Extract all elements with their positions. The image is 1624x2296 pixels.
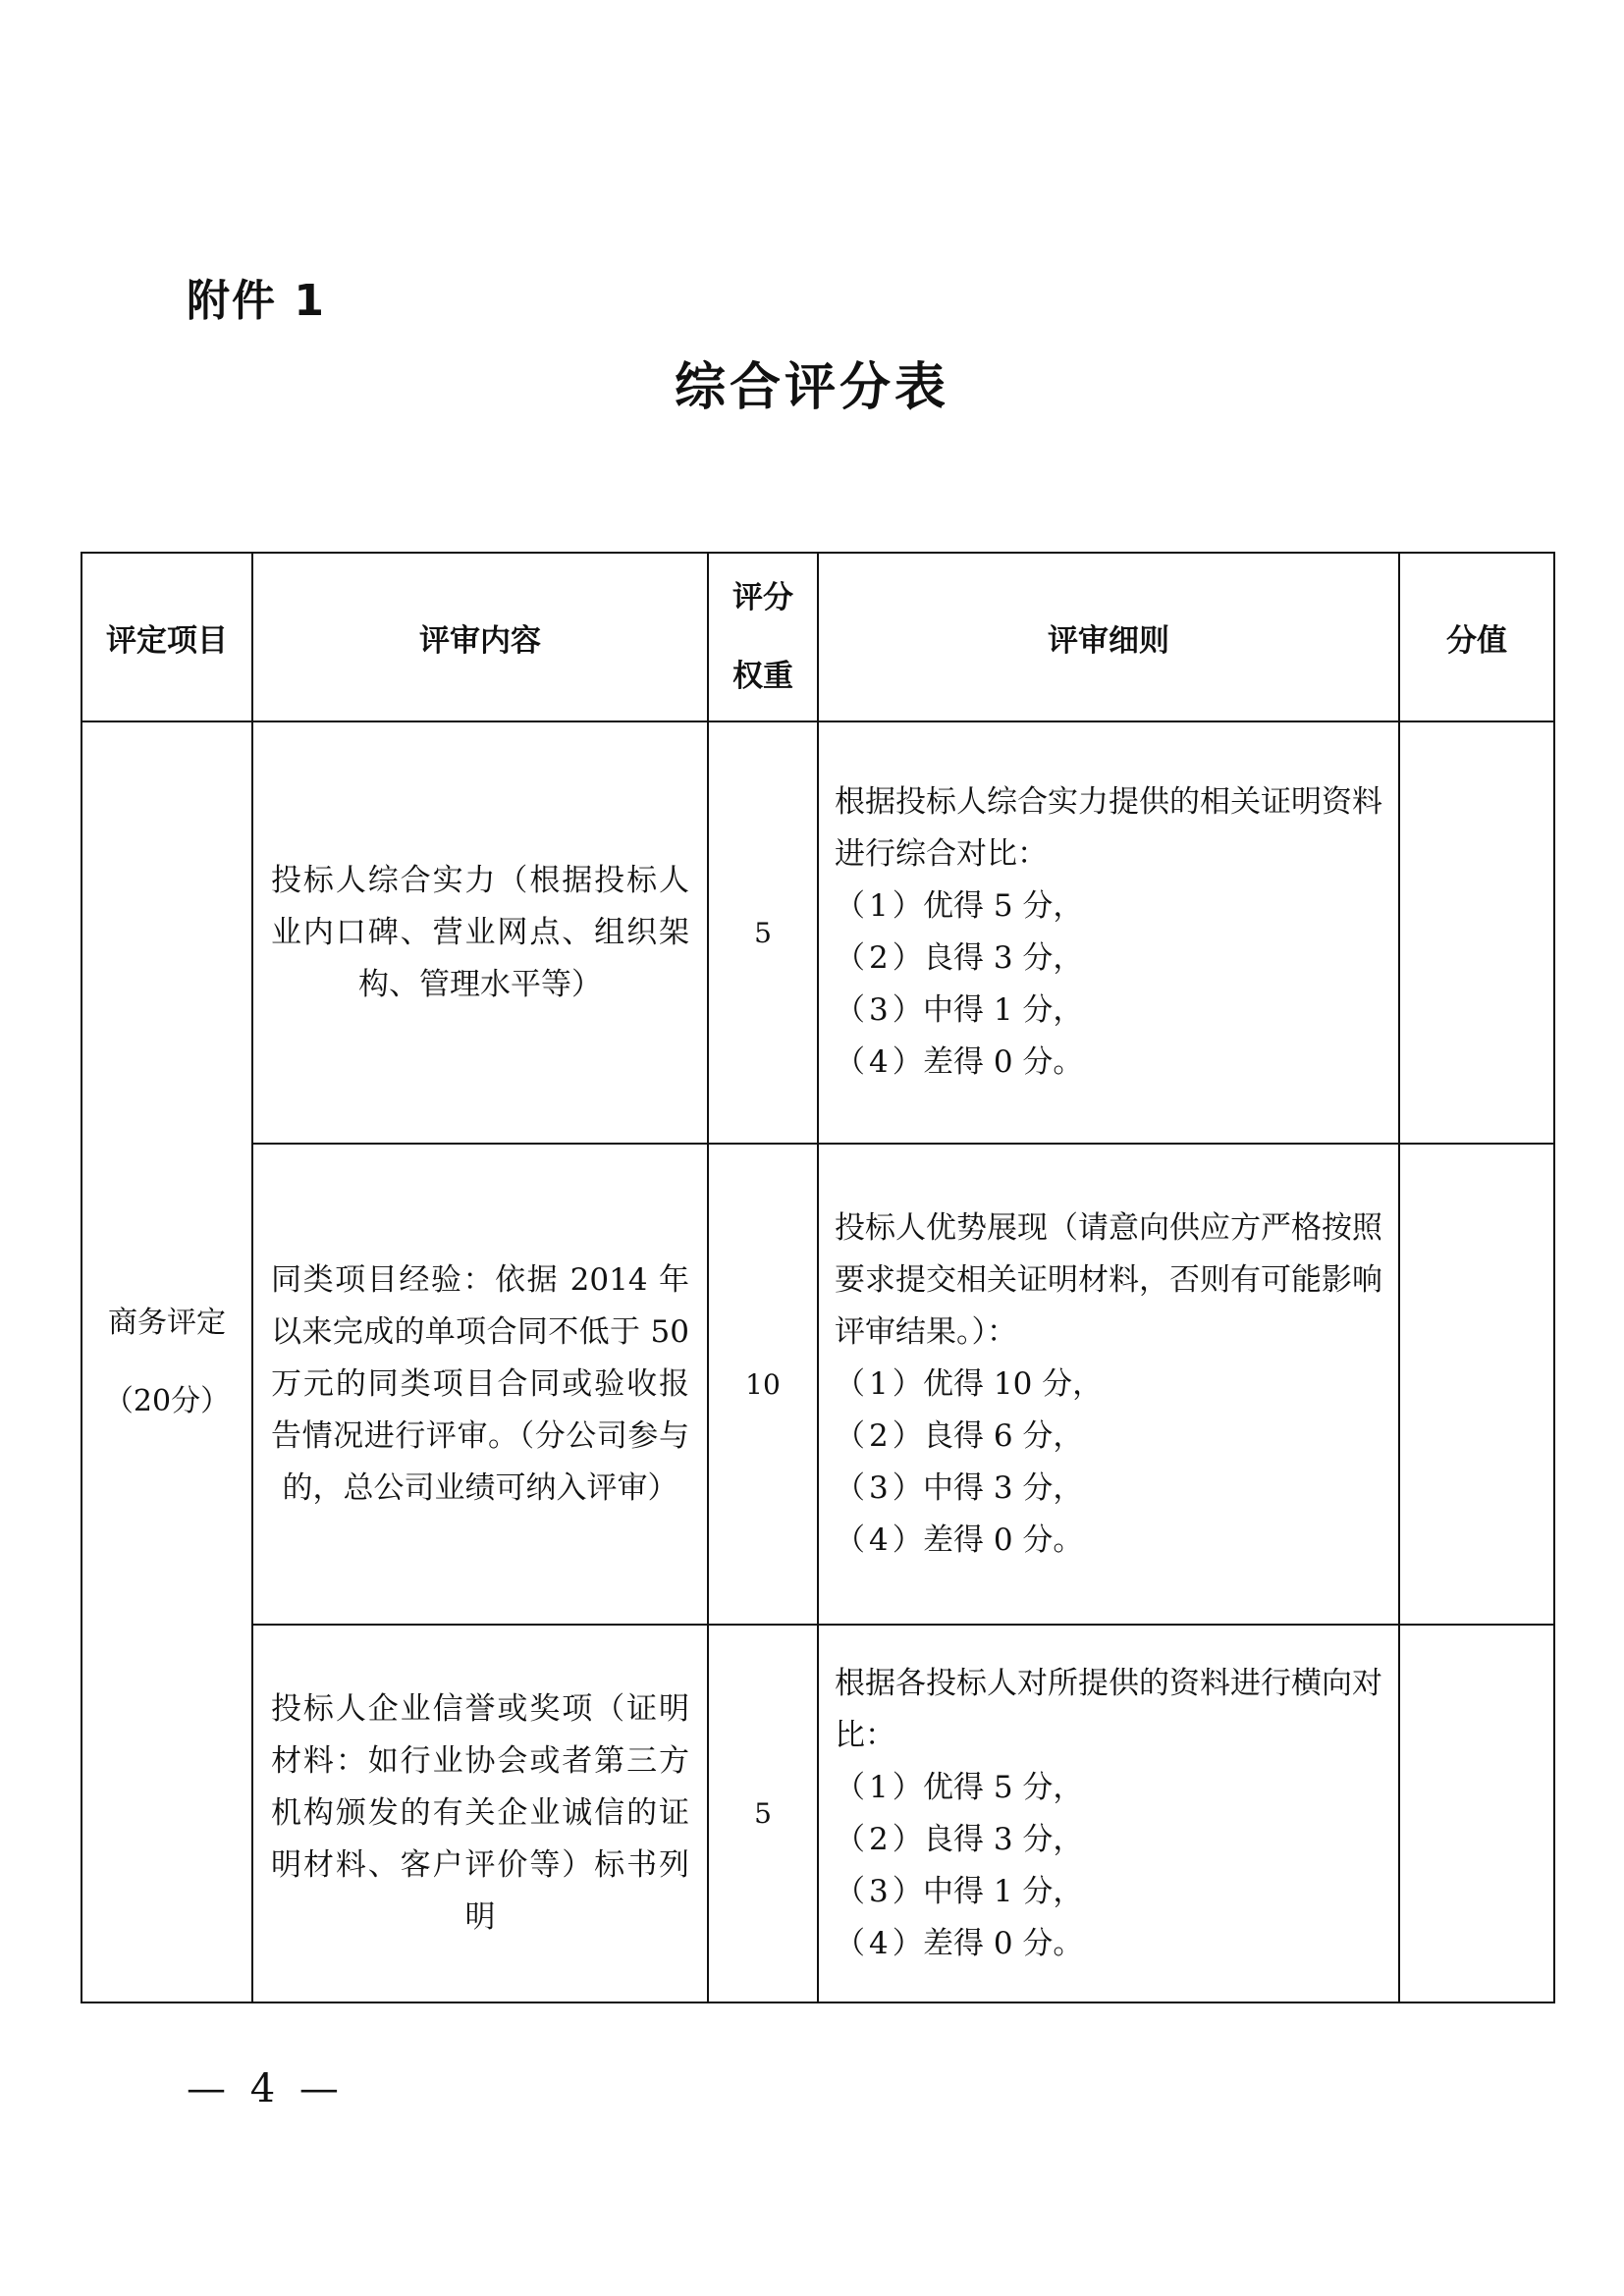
grade-item [835,1866,1382,1918]
score-cell [1399,1144,1554,1625]
header-weight [708,553,818,721]
grade-item [835,1411,1382,1463]
grade-text: 优得 5 分， [923,888,1084,924]
grade-num: （4） [835,1522,927,1558]
grade-num: （3） [835,1873,927,1909]
table-row [81,1144,1554,1625]
grade-text: 中得 1 分， [923,1873,1084,1909]
grade-num: （3） [835,992,927,1028]
rules-cell [818,1144,1399,1625]
page-title: 综合评分表 [674,357,949,417]
grade-num: （1） [835,888,927,924]
grade-item [835,1814,1382,1866]
grade-text: 中得 3 分， [923,1469,1084,1506]
table-header-row [81,553,1554,721]
weight-cell: 10 [708,1144,818,1625]
grade-text: 差得 0 分。 [923,1925,1084,1961]
score-cell [1399,721,1554,1144]
header-weight-line2: 权重 [732,659,793,694]
grade-item [835,1918,1382,1970]
score-cell [1399,1625,1554,2002]
grade-text: 优得 10 分， [923,1365,1104,1402]
grade-item [835,933,1382,985]
grade-num: （4） [835,1044,927,1080]
grade-text: 良得 6 分， [923,1417,1084,1454]
grade-text: 良得 3 分， [923,1821,1084,1857]
grade-num: （2） [835,1821,927,1857]
header-item: 评定项目 [81,553,252,721]
grade-num: （4） [835,1925,927,1961]
grade-item [835,881,1382,933]
weight-cell: 5 [708,1625,818,2002]
header-score: 分值 [1399,553,1554,721]
category-total: （20分） [103,1383,231,1418]
header-weight-line1: 评分 [732,580,793,615]
category-name: 商务评定 [108,1305,226,1340]
rules-intro: 根据投标人综合实力提供的相关证明资料进行综合对比： [835,784,1382,872]
rules-intro: 投标人优势展现（请意向供应方严格按照要求提交相关证明材料，否则有可能影响评审结果。）： [835,1209,1382,1350]
grade-item [835,1359,1382,1411]
attachment-label: 附件 1 [187,276,326,326]
table-row [81,1625,1554,2002]
grade-text: 优得 5 分， [923,1769,1084,1805]
grade-item [835,985,1382,1037]
rules-intro: 根据各投标人对所提供的资料进行横向对比： [835,1665,1382,1753]
scoring-table [81,552,1555,2003]
weight-cell: 5 [708,721,818,1144]
grade-item [835,1463,1382,1515]
grade-num: （3） [835,1469,927,1506]
content-cell: 同类项目经验：依据 2014 年以来完成的单项合同不低于 50 万元的同类项目合同或验收报告情况进行评审。（分公司参与的，总公司业绩可纳入评审） [252,1144,708,1625]
grade-item [835,1515,1382,1567]
rules-cell [818,721,1399,1144]
page-number: — 4 — [187,2066,345,2111]
grade-item [835,1762,1382,1814]
grade-text: 差得 0 分。 [923,1522,1084,1558]
grade-num: （1） [835,1769,927,1805]
grade-num: （2） [835,940,927,976]
grade-num: （2） [835,1417,927,1454]
header-rules: 评审细则 [818,553,1399,721]
header-content: 评审内容 [252,553,708,721]
grade-text: 差得 0 分。 [923,1044,1084,1080]
content-cell: 投标人综合实力（根据投标人业内口碑、营业网点、组织架构、管理水平等） [252,721,708,1144]
grade-item [835,1037,1382,1089]
grade-text: 中得 1 分， [923,992,1084,1028]
category-cell [81,721,252,2002]
table-row [81,721,1554,1144]
grade-text: 良得 3 分， [923,940,1084,976]
rules-cell [818,1625,1399,2002]
grade-num: （1） [835,1365,927,1402]
content-cell: 投标人企业信誉或奖项（证明材料：如行业协会或者第三方机构颁发的有关企业诚信的证明材料、客户评价等）标书列明 [252,1625,708,2002]
